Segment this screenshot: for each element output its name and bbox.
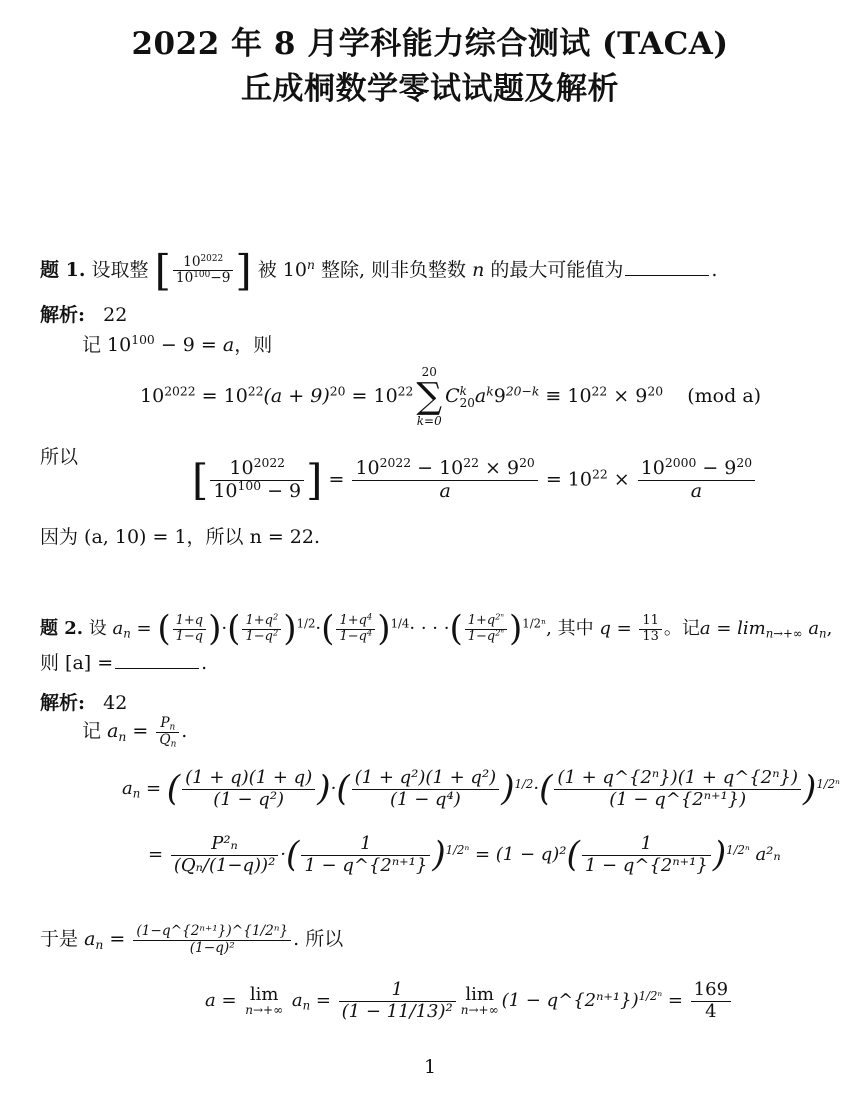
eq2-times: × [607, 468, 636, 491]
e2-mid: = (1 − q)² [469, 844, 567, 866]
eq1-lhs-exp: 2022 [164, 384, 196, 399]
p1-frac-num-exp: 2022 [200, 253, 224, 264]
e2-d1: (Qₙ/(1−q))² [173, 854, 276, 876]
summation-sign: 20 ∑ k=0 [416, 365, 443, 429]
eq2-f3-num-exp: 2000 [664, 456, 697, 471]
p2-q-frac [639, 614, 661, 645]
e1-d1: (1 − q²) [213, 788, 285, 810]
p2-q-den: 13 [642, 628, 659, 644]
p1-frac-den: 10 [175, 270, 194, 287]
p2-f4-den: 1−q [467, 628, 496, 644]
page-title-line1: 2022 年 8 月学科能力综合测试 (TACA) [131, 26, 729, 62]
p1-note-c: ，则 [234, 334, 273, 356]
p1-frac-den-tail: −9 [210, 270, 231, 287]
eq1-mid3-exp: 22 [397, 384, 414, 399]
p2-alim-sub: n→+∞ [765, 626, 803, 641]
then-num: (1−q^{2ⁿ⁺¹})^{1/2ⁿ} [133, 924, 291, 941]
sum-top: 20 [421, 365, 437, 379]
eq1-binom: C [445, 385, 460, 408]
eq2-f1-den: 10 [213, 479, 238, 502]
eq2-f3-num: 10 [640, 457, 665, 479]
problem1-answer-line [40, 300, 127, 327]
problem1-equation2: [ $\frac{10^{2022}}{10^{100} - 9}$ ] = $\frac{10^{2022} - 10^{22} \times 9^{20}}{a}$ = $10^{22}$ × $\frac{10^{2000} - 9^{20}}{a}$ [192, 458, 757, 503]
p2-alim-tail-sub: n [819, 626, 827, 641]
problem1-conclusion: 因为 (a, 10) = 1，所以 n = 22. [40, 526, 321, 548]
eq1-mid2-exp: 20 [329, 384, 346, 399]
e3-r-num: 169 [691, 980, 731, 1002]
eq1-mid2: (a + 9) [263, 385, 330, 408]
problem1-note [82, 330, 272, 357]
e3-lim2-word: lim [465, 983, 494, 1005]
problem1-statement [40, 246, 718, 295]
p2-f4-pow: 1/2ⁿ [522, 616, 547, 631]
eq2-frac1 [210, 458, 304, 503]
eq1-rhs: ≡ 10 [539, 385, 592, 408]
p2-eq: = [130, 618, 158, 640]
p2-f4-num-exp: 2ⁿ [495, 611, 504, 622]
p1-note-a: 记 10 [82, 334, 132, 356]
sum-bottom: k=0 [416, 414, 442, 429]
p2-an: a [112, 618, 124, 640]
e3-lim [245, 985, 283, 1018]
problem1-equation1 [140, 366, 761, 428]
e1-frac2 [352, 768, 500, 810]
p2-f2-den: 1−q [245, 628, 273, 644]
e3-eq: = [310, 990, 337, 1012]
e1-n3: (1 + q^{2ⁿ})(1 + q^{2ⁿ}) [554, 768, 801, 790]
eq1-rhs2-exp: 20 [647, 384, 664, 399]
p1-frac-den-exp: 100 [193, 270, 211, 281]
then-frac [133, 924, 291, 956]
eq1-rhs2: × 9 [607, 385, 648, 408]
e1-d3: (1 − q^{2ⁿ⁺¹}) [609, 788, 747, 810]
problem2-equation3 [205, 980, 733, 1022]
eq2-f2-num-b-exp: 22 [463, 456, 479, 471]
eq1-a: a [474, 385, 487, 408]
eq1-mid-exp: 22 [247, 384, 264, 399]
p2-f2-num-exp: 2 [272, 611, 279, 622]
p2-note-den-sub: n [170, 739, 177, 750]
eq1-lhs: 10 [140, 385, 165, 408]
problem2-answer: 42 [103, 692, 128, 714]
solution-label-2: 解析: [40, 692, 86, 714]
p2-f3-den-exp: 4 [366, 626, 373, 637]
problem2-label: 题 2. [40, 618, 84, 640]
eq1-nine: 9 [493, 385, 506, 408]
eq1-mod: (mod a) [687, 385, 762, 408]
e1-pow2: 1/2 [514, 776, 534, 791]
p2-f2-num: 1+q [245, 612, 273, 628]
e3-lim2-sub: n→+∞ [460, 1003, 499, 1018]
eq2-f2-num-c: × 9 [478, 457, 520, 479]
eq2-frac2 [352, 458, 537, 503]
eq1-binom-sub: 20 [459, 396, 475, 411]
floor-bracket-left: [ [154, 246, 171, 295]
problem1-text-d: 的最大可能值为 [490, 258, 624, 281]
e3-an-sub: n [302, 998, 311, 1013]
problem2-statement: 题 2. 设 $a_n$ = ( $\frac{1+q}{1-q}$ )·( $\frac{1+q^2}{1-q^2}$ )$^{1/2}$·( $\frac{1+q^4}{1-q^4}$ )$^{1/4}$· · · ·( $\frac{1+q^{2^n}}{1-q^{2^n}}$ )$^{1/2^n}$, 其中 q = $\frac{11}{13}$ 。记$a = \lim_{n\to+\infty} a_n$, [40, 609, 833, 649]
e2-n3: 1 [582, 834, 711, 856]
e3-result [691, 980, 731, 1022]
p2-note-an-sub: n [118, 729, 127, 744]
eq2-f1-num: 10 [229, 457, 254, 479]
e1-n1: (1 + q)(1 + q) [182, 768, 315, 790]
p2-f2-den-exp: 2 [272, 626, 279, 637]
problem2-text-c: 。记 [663, 618, 700, 640]
e2-tail: a²ₙ [755, 844, 781, 866]
problem1-text-b: 被 10 [257, 258, 307, 281]
e2-n1: P²ₙ [171, 834, 278, 856]
e3-eq2: = [662, 990, 689, 1012]
floor-bracket-left-2: [ [192, 455, 209, 505]
problem2-text-d: 则 [a] = [40, 652, 114, 674]
problem1-fraction [173, 255, 234, 287]
problem1-answer: 22 [103, 304, 128, 326]
text-so: 所以 [40, 446, 79, 468]
p1-end: . [711, 258, 718, 281]
eq1-mid: = 10 [195, 385, 248, 408]
problem2-text-b: , 其中 [546, 618, 594, 640]
e2-n2: 1 [301, 834, 430, 856]
answer-blank [625, 273, 709, 276]
problem2-answer-line [40, 688, 127, 715]
p2-alim: a = lim [699, 618, 766, 640]
e3-r-den: 4 [705, 1000, 717, 1022]
p2-note-num: P [160, 715, 170, 731]
floor-bracket-right-2: ] [306, 455, 323, 505]
e3-lim2 [461, 985, 499, 1018]
page-title-line2: 丘成桐数学零试试题及解析 [241, 71, 619, 107]
eq2-f1-num-exp: 2022 [253, 456, 286, 471]
problem2-equation2: = $\frac{\text{P²ₙ}}{\text{(Qₙ/(1−q))²}}$ ·( $\frac{1}{\text{1 − q\textasciicircum{}\{2ⁿ⁺¹\}}}$ )$^{1/2^n}$ = (1 − q)²( $\frac{1}{\text{1 − q\textasciicircum{}\{2ⁿ⁺¹\}}}$ )$^{1/2^n}$ a²ₙ [148, 833, 781, 876]
eq2-f1-den-exp: 100 [237, 479, 262, 494]
e2-frac1 [171, 834, 278, 876]
eq2-mid-exp: 22 [591, 467, 608, 482]
e2-d2: 1 − q^{2ⁿ⁺¹} [304, 854, 428, 876]
e1-frac3 [554, 768, 801, 810]
eq2-f1-den-tail: − 9 [261, 479, 302, 502]
p2-frac2 [242, 611, 281, 645]
problem1-text-c: 整除, 则非负整数 [320, 258, 467, 281]
p2-note-den: Q [159, 731, 171, 748]
p2-frac1 [173, 614, 206, 645]
eq1-mid3: = 10 [345, 385, 398, 408]
eq2-f2-num: 10 [355, 457, 380, 479]
eq2-frac3 [638, 458, 755, 503]
p2-then-a: 于是 [40, 928, 79, 951]
p2-f1-num: 1+q [173, 614, 206, 630]
eq2-f3-num-b-exp: 20 [736, 456, 753, 471]
e3-an: a [286, 990, 303, 1012]
e1-an-sub: n [132, 786, 141, 801]
p2-f2-pow: 1/2 [296, 616, 316, 631]
eq2-f2-num-c-exp: 20 [519, 456, 535, 471]
p1-note-exp: 100 [131, 333, 155, 348]
eq2-f2-num-b: − 10 [411, 457, 464, 479]
p2-q-num: 11 [639, 614, 661, 630]
page-number: 1 [423, 1056, 437, 1078]
e2-d3: 1 − q^{2ⁿ⁺¹} [584, 854, 708, 876]
problem2-then: 于是 $a_n$ = $\frac{\text{(1−q\textasciicircum{}\{2ⁿ⁺¹\})\textasciicircum{}\{1/2ⁿ\}}}{\text{(1−q)²}}$ . 所以 [40, 923, 344, 956]
eq2-f3-num-b: − 9 [696, 457, 737, 479]
e3-lim-sub: n→+∞ [245, 1003, 284, 1018]
p2-f4-den-exp: 2ⁿ [495, 626, 504, 637]
problem2-note: 记 $a_n$ = $\frac{P_n}{Q_n}$ . [82, 715, 188, 750]
p1-note-b: − 9 = [154, 334, 223, 356]
p2-end: . [201, 652, 208, 674]
p2-q-eq: q = [599, 618, 638, 640]
then-an-sub: n [95, 937, 104, 952]
p2-f3-pow: 1/4 [390, 616, 410, 631]
eq1-binom-sup: k [459, 384, 467, 399]
problem1-label: 题 1. [40, 258, 86, 281]
e2-pow3: 1/2ⁿ [726, 842, 750, 857]
p2-note-a: 记 [82, 720, 102, 743]
eq2-f2-num-exp: 2022 [379, 456, 412, 471]
e1-n2: (1 + q²)(1 + q²) [352, 768, 500, 790]
eq1-rhs-exp: 22 [591, 384, 608, 399]
p2-then-b: . 所以 [293, 928, 344, 951]
p2-note-num-sub: n [169, 722, 176, 733]
p2-alim-tail: a [802, 618, 820, 640]
eq1-a-exp: k [486, 384, 494, 399]
eq2-f3-den: a [690, 479, 703, 502]
problem2-equation1: $a_n$ = ( $\frac{(1 + q)(1 + q)}{\text{(1 − q²)}}$ )·( $\frac{\text{(1 + q²)(1 + q²)}}{\text{(1 − q⁴)}}$ )$^{1/2}$·( $\frac{\text{(1 + q\textasciicircum{}\{2ⁿ\})(1 + q\textasciicircum{}\{2ⁿ\})}}{\text{(1 − q\textasciicircum{}\{2ⁿ⁺¹\})}}$ )$^{1/2^n}$ [122, 767, 840, 810]
p2-f4-num: 1+q [467, 612, 496, 628]
p2-dots: · · · · [409, 618, 450, 640]
eq2-mid: = 10 [539, 468, 592, 491]
p1-frac-num: 10 [183, 253, 201, 270]
e2-frac2 [301, 834, 430, 876]
p2-f1-den: 1−q [175, 628, 204, 644]
eq1-nine-exp: 20−k [505, 384, 540, 399]
p1-var-n: n [472, 258, 485, 281]
p1-exp-n: n [306, 258, 315, 273]
e3-f-num: 1 [339, 980, 456, 1002]
p2-frac3 [336, 611, 375, 645]
then-den: (1−q)² [189, 939, 235, 956]
eq2-f2-den: a [439, 479, 451, 502]
e2-pow2: 1/2ⁿ [445, 842, 470, 857]
e1-d2: (1 − q⁴) [390, 788, 461, 810]
e1-an: a [122, 778, 133, 800]
p2-an-sub: n [123, 626, 131, 641]
p2-f3-num-exp: 4 [366, 611, 373, 622]
then-an: a [84, 928, 96, 951]
e2-frac3 [582, 834, 711, 876]
p2-f3-num: 1+q [339, 612, 367, 628]
floor-bracket-right: ] [235, 246, 252, 295]
e3-pow: 1/2ⁿ [638, 988, 663, 1003]
p2-f3-den: 1−q [339, 628, 367, 644]
problem2-statement-cont [40, 648, 207, 675]
problem2-text-a: 设 [88, 618, 107, 640]
p2-note-an: a [107, 720, 119, 743]
e3-paren: (1 − q^{2ⁿ⁺¹}) [501, 990, 639, 1012]
e3-lhs: a = [205, 990, 243, 1012]
e3-frac1 [339, 980, 456, 1022]
e1-pow3: 1/2ⁿ [816, 776, 840, 791]
p2-frac4 [465, 611, 507, 645]
problem1-text-a: 设取整 [91, 258, 149, 281]
solution-label: 解析: [40, 304, 86, 326]
e1-frac1 [182, 768, 315, 810]
e3-f-den: (1 − 11/13)² [341, 1000, 453, 1022]
answer-blank-2 [115, 666, 199, 669]
e3-lim-word: lim [249, 983, 279, 1005]
p2-note-frac [156, 716, 179, 748]
p1-note-var: a [222, 334, 235, 356]
